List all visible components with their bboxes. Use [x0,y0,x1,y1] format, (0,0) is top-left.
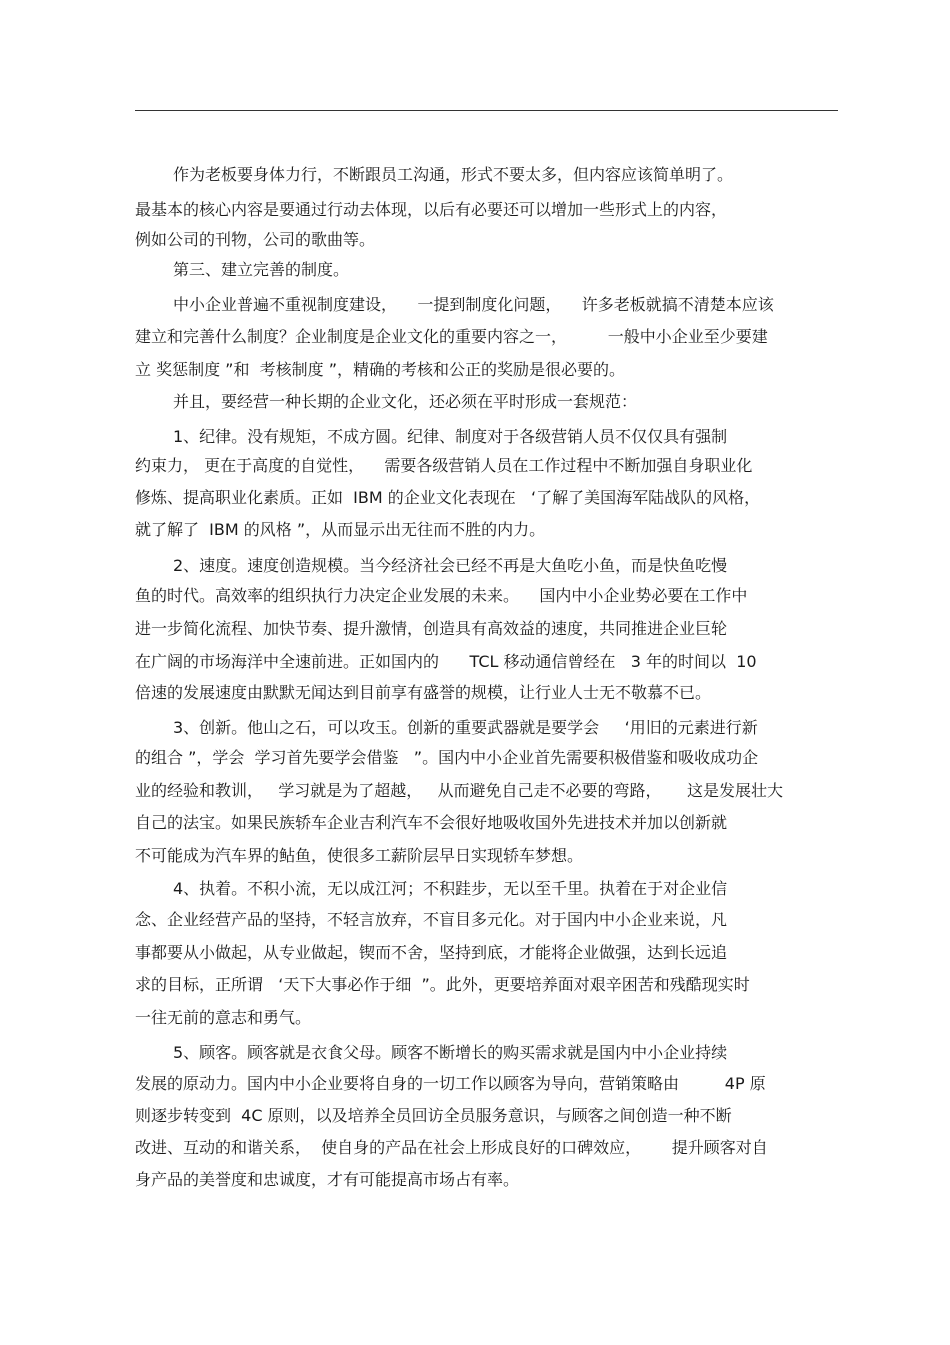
text-line: 倍速的发展速度由默默无闻达到目前享有盛誉的规模，让行业人士无不敬慕不已。 [135,683,712,702]
text-line: 3、创新。他山之石，可以攻玉。创新的重要武器就是要学会 ‘用旧的元素进行新 [173,718,758,737]
text-line: 立 奖惩制度 ”和 考核制度 ”，精确的考核和公正的奖励是很必要的。 [135,360,626,379]
text-line: 修炼、提高职业化素质。正如 IBM 的企业文化表现在 ‘了解了美国海军陆战队的风格， [135,488,761,507]
text-line: 发展的原动力。国内中小企业要将自身的一切工作以顾客为导向，营销策略由 4P 原 [135,1074,766,1093]
text-line: 自己的法宝。如果民族轿车企业吉利汽车不会很好地吸收国外先进技术并加以创新就 [135,813,728,832]
text-line: 的组合 ”，学会 学习首先要学会借鉴 ”。国内中小企业首先需要积极借鉴和吸收成功企 [135,748,759,767]
text-line: 就了解了 IBM 的风格 ”，从而显示出无往而不胜的内力。 [135,520,546,539]
text-line: 求的目标，正所谓 ‘天下大事必作于细 ”。此外，更要培养面对艰辛困苦和残酷现实时 [135,975,750,994]
text-line: 则逐步转变到 4C 原则，以及培养全员回访全员服务意识，与顾客之间创造一种不断 [135,1106,732,1125]
text-line: 最基本的核心内容是要通过行动去体现，以后有必要还可以增加一些形式上的内容， [135,200,728,219]
text-line: 事都要从小做起，从专业做起，锲而不舍，坚持到底，才能将企业做强，达到长远追 [135,943,728,962]
text-line: 第三、建立完善的制度。 [173,260,350,279]
text-line: 5、顾客。顾客就是衣食父母。顾客不断增长的购买需求就是国内中小企业持续 [173,1043,728,1062]
text-line: 进一步简化流程、加快节奏、提升激情，创造具有高效益的速度，共同推进企业巨轮 [135,619,728,638]
text-line: 2、速度。速度创造规模。当今经济社会已经不再是大鱼吃小鱼，而是快鱼吃慢 [173,556,728,575]
text-line: 在广阔的市场海洋中全速前进。正如国内的 TCL 移动通信曾经在 3 年的时间以 10 [135,652,757,671]
text-line: 4、执着。不积小流，无以成江河；不积跬步，无以至千里。执着在于对企业信 [173,879,728,898]
text-line: 身产品的美誉度和忠诚度，才有可能提高市场占有率。 [135,1170,520,1189]
text-line: 并且，要经营一种长期的企业文化，还必须在平时形成一套规范： [173,392,638,411]
text-line: 约束力， 更在于高度的自觉性， 需要各级营销人员在工作过程中不断加强自身职业化 [135,456,753,475]
text-line: 改进、互动的和谐关系， 使自身的产品在社会上形成良好的口碑效应， 提升顾客对自 [135,1138,768,1157]
text-line: 念、企业经营产品的坚持，不轻言放弃，不盲目多元化。对于国内中小企业来说，凡 [135,910,728,929]
text-line: 例如公司的刊物，公司的歌曲等。 [135,230,376,249]
text-line: 建立和完善什么制度？企业制度是企业文化的重要内容之一， 一般中小企业至少要建 [135,327,768,346]
text-line: 一往无前的意志和勇气。 [135,1008,312,1027]
document-body [135,160,840,1210]
header-rule [135,110,838,111]
text-line: 作为老板要身体力行，不断跟员工沟通，形式不要太多，但内容应该简单明了。 [173,165,734,184]
text-line: 中小企业普遍不重视制度建设， 一提到制度化问题， 许多老板就搞不清楚本应该 [173,295,774,314]
text-line: 业的经验和教训， 学习就是为了超越， 从而避免自己走不必要的弯路， 这是发展壮大 [135,781,783,800]
text-line: 不可能成为汽车界的鲇鱼，使很多工薪阶层早日实现轿车梦想。 [135,846,584,865]
text-line: 鱼的时代。高效率的组织执行力决定企业发展的未来。 国内中小企业势必要在工作中 [135,586,748,605]
text-line: 1、纪律。没有规矩，不成方圆。纪律、制度对于各级营销人员不仅仅具有强制 [173,427,728,446]
